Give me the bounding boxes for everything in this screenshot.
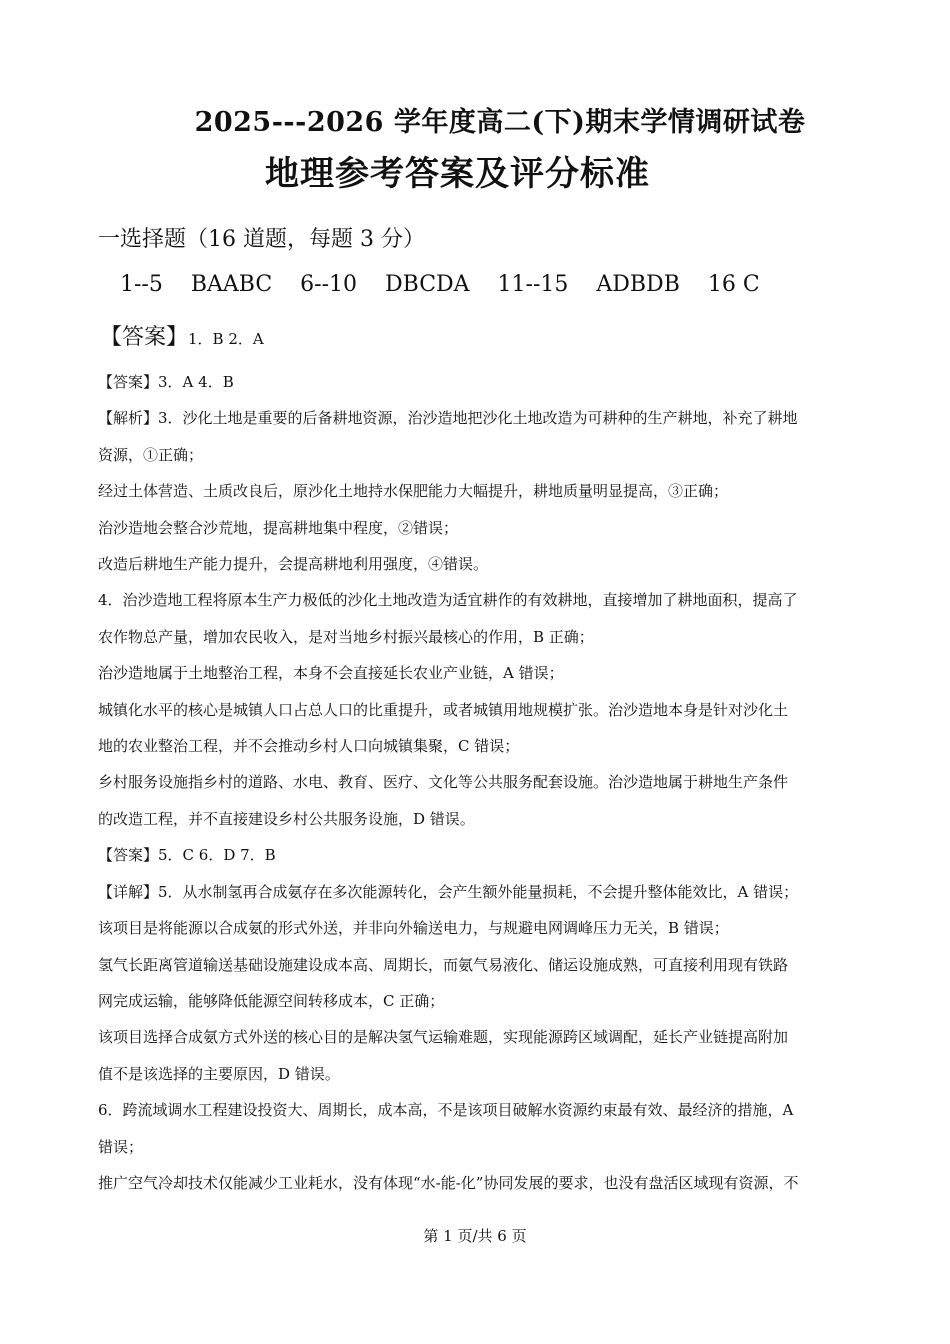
text-line: 治沙造地属于土地整治工程，本身不会直接延长农业产业链，A 错误； bbox=[98, 664, 564, 683]
page-number: 第 1 页/共 6 页 bbox=[423, 1227, 527, 1245]
text-line: 经过土体营造、土质改良后，原沙化土地持水保肥能力大幅提升，耕地质量明显提高，③正确； bbox=[98, 482, 729, 501]
text-line: 该项目选择合成氨方式外送的核心目的是解决氢气运输难题，实现能源跨区域调配，延长产业链提高附加 bbox=[98, 1028, 789, 1047]
text-line: 的改造工程，并不直接建设乡村公共服务设施，D 错误。 bbox=[98, 809, 475, 828]
text-line: 4．治沙造地工程将原本生产力极低的沙化土地改造为适宜耕作的有效耕地，直接增加了耕地面积，提高了 bbox=[98, 591, 798, 610]
text-line: 值不是该选择的主要原因，D 错误。 bbox=[98, 1064, 340, 1083]
exam-title: 2025---2026 学年度高二(下)期末学情调研试卷 bbox=[194, 107, 806, 138]
text-line: 【详解】5．从水制氢再合成氨存在多次能源转化，会产生额外能量损耗，不会提升整体能效比，A 错误； bbox=[98, 882, 799, 901]
section-heading: 一选择题（16 道题，每题 3 分） bbox=[98, 227, 425, 252]
text-line: 【答案】3．A 4．B bbox=[98, 373, 234, 391]
answer-values: 1．B 2．A bbox=[188, 330, 264, 348]
text-line: 改造后耕地生产能力提升，会提高耕地利用强度，④错误。 bbox=[98, 555, 489, 574]
document-title: 地理参考答案及评分标准 bbox=[265, 154, 650, 194]
answer-label: 【答案】 bbox=[100, 325, 189, 350]
text-line: 治沙造地会整合沙荒地，提高耕地集中程度，②错误； bbox=[98, 518, 459, 537]
text-line: 乡村服务设施指乡村的道路、水电、教育、医疗、文化等公共服务配套设施。治沙造地属于耕地生产条件 bbox=[98, 773, 789, 792]
text-line: 地的农业整治工程，并不会推动乡村人口向城镇集聚，C 错误； bbox=[98, 737, 520, 756]
text-line: 资源，①正确； bbox=[98, 445, 204, 464]
explanation-body bbox=[98, 364, 858, 1201]
text-line: 6．跨流域调水工程建设投资大、周期长，成本高，不是该项目破解水资源约束最有效、最经济的措施，A bbox=[98, 1101, 794, 1120]
text-line: 【解析】3．沙化土地是重要的后备耕地资源，治沙造地把沙化土地改造为可耕种的生产耕地，补充了耕地 bbox=[98, 409, 798, 428]
text-line: 错误； bbox=[98, 1137, 144, 1156]
text-line: 网完成运输，能够降低能源空间转移成本，C 正确； bbox=[98, 991, 445, 1010]
answer-line-1-2 bbox=[100, 320, 264, 351]
text-line: 推广空气冷却技术仅能减少工业耗水，没有体现“水-能-化”协同发展的要求，也没有盘活区域现有资源，不 bbox=[98, 1173, 799, 1192]
text-line: 该项目是将能源以合成氨的形式外送，并非向外输送电力，与规避电网调峰压力无关，B 错误； bbox=[98, 919, 729, 938]
text-line: 城镇化水平的核心是城镇人口占总人口的比重提升，或者城镇用地规模扩张。治沙造地本身是针对沙化土 bbox=[98, 700, 789, 719]
answer-key-row: 1--5 BAABC 6--10 DBCDA 11--15 ADBDB 16 C bbox=[120, 272, 760, 297]
text-line: 农作物总产量，增加农民收入，是对当地乡村振兴最核心的作用，B 正确； bbox=[98, 627, 594, 646]
text-line: 【答案】5．C 6．D 7．B bbox=[98, 846, 276, 865]
text-line: 氢气长距离管道输送基础设施建设成本高、周期长，而氨气易液化、储运设施成熟，可直接利用现有铁路 bbox=[98, 955, 789, 974]
